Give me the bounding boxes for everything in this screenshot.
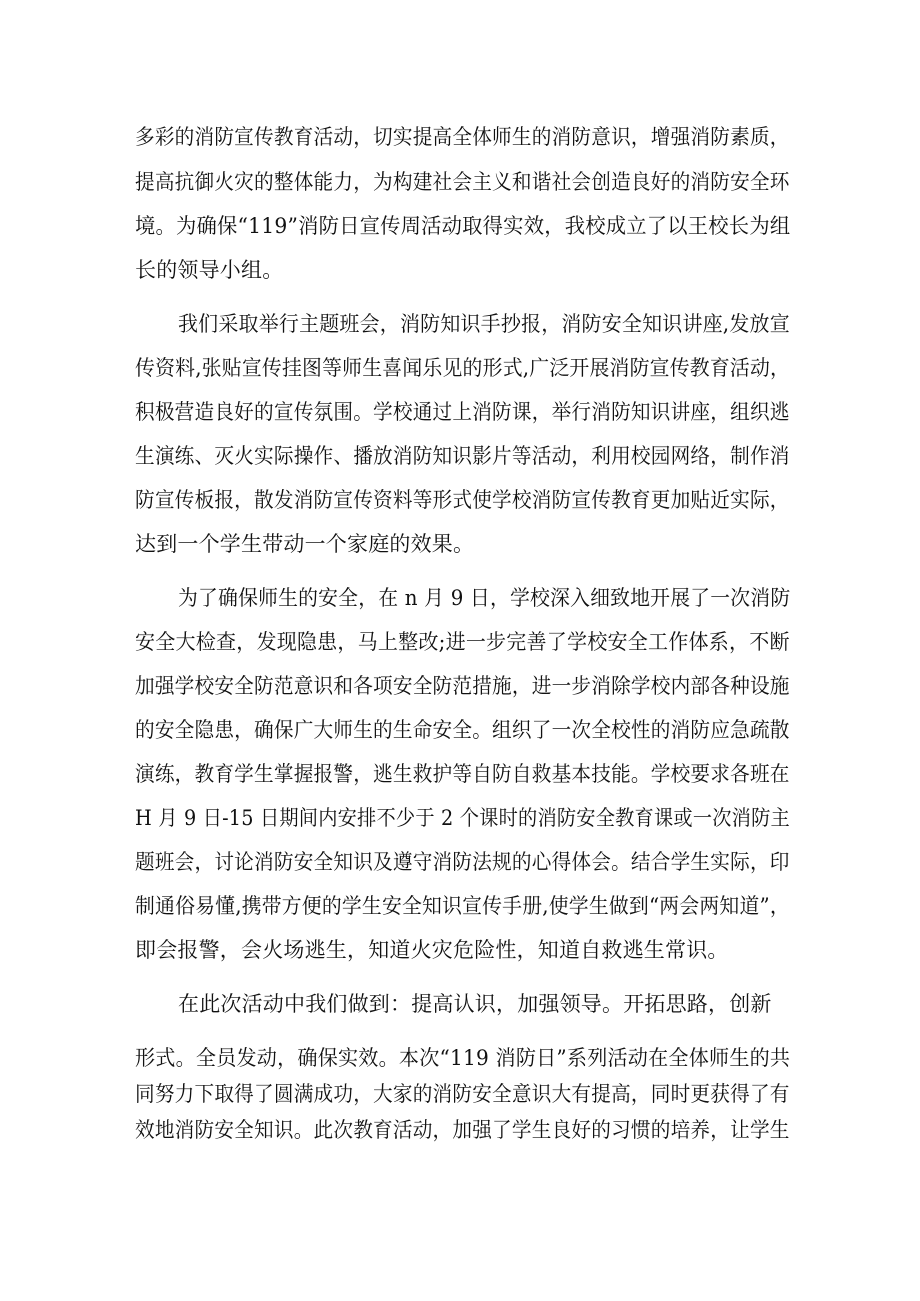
text-line: 形式。全员发动，确保实效。本次“119 消防日”系列活动在全体师生的共 bbox=[135, 1046, 791, 1070]
text-line: 同努力下取得了圆满成功，大家的消防安全意识大有提高，同时更获得了有 bbox=[135, 1082, 790, 1106]
text-line: 达到一个学生带动一个家庭的效果。 bbox=[135, 532, 475, 556]
text-line: 安全大检查，发现隐患，马上整改;进一步完善了学校安全工作体系，不断 bbox=[135, 630, 790, 654]
text-line: 制通俗易懂,携带方便的学生安全知识宣传手册,使学生做到“两会两知道”， bbox=[135, 894, 790, 918]
text-line: 境。为确保“119”消防日宣传周活动取得实效，我校成立了以王校长为组 bbox=[135, 214, 791, 238]
text-line: 我们采取举行主题班会，消防知识手抄报，消防安全知识讲座,发放宣 bbox=[178, 312, 790, 336]
text-line: 效地消防安全知识。此次教育活动，加强了学生良好的习惯的培养，让学生 bbox=[135, 1118, 790, 1142]
text-line: 演练，教育学生掌握报警，逃生救护等自防自救基本技能。学校要求各班在 bbox=[135, 762, 790, 786]
text-line: 传资料,张贴宣传挂图等师生喜闻乐见的形式,广泛开展消防宣传教育活动， bbox=[135, 356, 791, 380]
text-line: 积极营造良好的宣传氛围。学校通过上消防课，举行消防知识讲座，组织逃 bbox=[135, 400, 790, 424]
text-line: 的安全隐患，确保广大师生的生命安全。组织了一次全校性的消防应急疏散 bbox=[135, 718, 790, 742]
text-line: 生演练、灭火实际操作、播放消防知识影片等活动，利用校园网络，制作消 bbox=[135, 444, 790, 468]
text-line: H 月 9 日-15 日期间内安排不少于 2 个课时的消防安全教育课或一次消防主 bbox=[135, 806, 790, 830]
text-line: 多彩的消防宣传教育活动，切实提高全体师生的消防意识，增强消防素质， bbox=[135, 125, 790, 149]
text-line: 在此次活动中我们做到：提高认识，加强领导。开拓思路，创新 bbox=[178, 992, 772, 1016]
text-line: 提高抗御火灾的整体能力，为构建社会主义和谐社会创造良好的消防安全环 bbox=[135, 170, 790, 194]
text-line: 为了确保师生的安全，在 n 月 9 日，学校深入细致地开展了一次消防 bbox=[178, 586, 791, 610]
text-line: 长的领导小组。 bbox=[135, 258, 284, 282]
text-line: 题班会，讨论消防安全知识及遵守消防法规的心得体会。结合学生实际，印 bbox=[135, 850, 790, 874]
text-line: 即会报警，会火场逃生，知道火灾危险性，知道自救逃生常识。 bbox=[135, 938, 729, 962]
text-line: 加强学校安全防范意识和各项安全防范措施，进一步消除学校内部各种设施 bbox=[135, 674, 790, 698]
text-line: 防宣传板报，散发消防宣传资料等形式使学校消防宣传教育更加贴近实际， bbox=[135, 488, 790, 512]
